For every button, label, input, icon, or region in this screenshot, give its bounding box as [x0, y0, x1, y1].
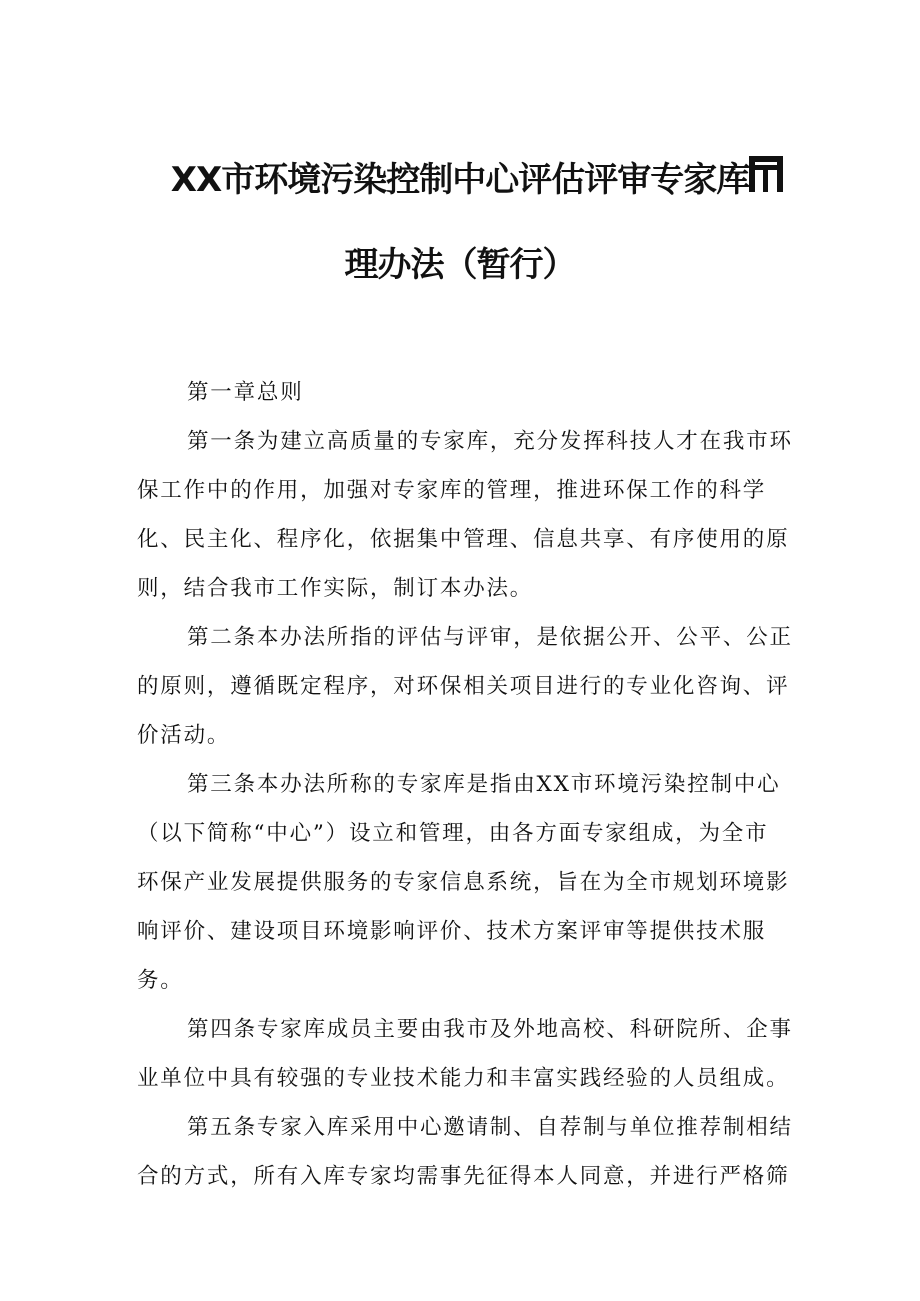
scan-artifact-mark	[747, 154, 785, 194]
article-line: 第四条专家库成员主要由我市及外地高校、科研院所、企事	[187, 1017, 793, 1042]
article-line: 第二条本办法所指的评估与评审，是依据公开、公平、公正	[187, 625, 793, 650]
article-line: 环保产业发展提供服务的专家信息系统，旨在为全市规划环境影	[137, 870, 790, 895]
article-line: 化、民主化、程序化，依据集中管理、信息共享、有序使用的原	[137, 527, 790, 552]
article-line: 响评价、建设项目环境影响评价、技术方案评审等提供技术服	[137, 919, 767, 944]
article-line: （以下简称“中心”）设立和管理，由各方面专家组成，为全市	[137, 821, 769, 846]
article-line: 业单位中具有较强的专业技术能力和丰富实践经验的人员组成。	[137, 1066, 790, 1091]
article-4	[137, 1012, 797, 1110]
document-title-line-2: 理办法（暂行）	[344, 245, 576, 285]
document-body	[137, 375, 797, 1208]
article-line: 务。	[137, 968, 184, 993]
article-line: 保工作中的作用，加强对专家库的管理，推进环保工作的科学	[137, 478, 767, 503]
article-line: 第五条专家入库采用中心邀请制、自荐制与单位推荐制相结	[187, 1115, 793, 1140]
article-5	[137, 1110, 797, 1208]
article-1	[137, 424, 797, 620]
article-line: 合的方式，所有入库专家均需事先征得本人同意，并进行严格筛	[137, 1164, 790, 1189]
chapter-heading: 第一章总则	[187, 380, 304, 405]
article-line: 价活动。	[137, 723, 231, 748]
article-line: 则，结合我市工作实际，制订本办法。	[137, 576, 534, 601]
document-title-line-1: XX市环境污染控制中心评估评审专家库	[170, 160, 750, 200]
article-2	[137, 620, 797, 767]
article-line: 的原则，遵循既定程序，对环保相关项目进行的专业化咨询、评	[137, 674, 790, 699]
article-line: 第三条本办法所称的专家库是指由XX市环境污染控制中心	[187, 772, 781, 797]
article-line: 第一条为建立高质量的专家库，充分发挥科技人才在我市环	[187, 429, 793, 454]
article-3	[137, 767, 797, 1012]
